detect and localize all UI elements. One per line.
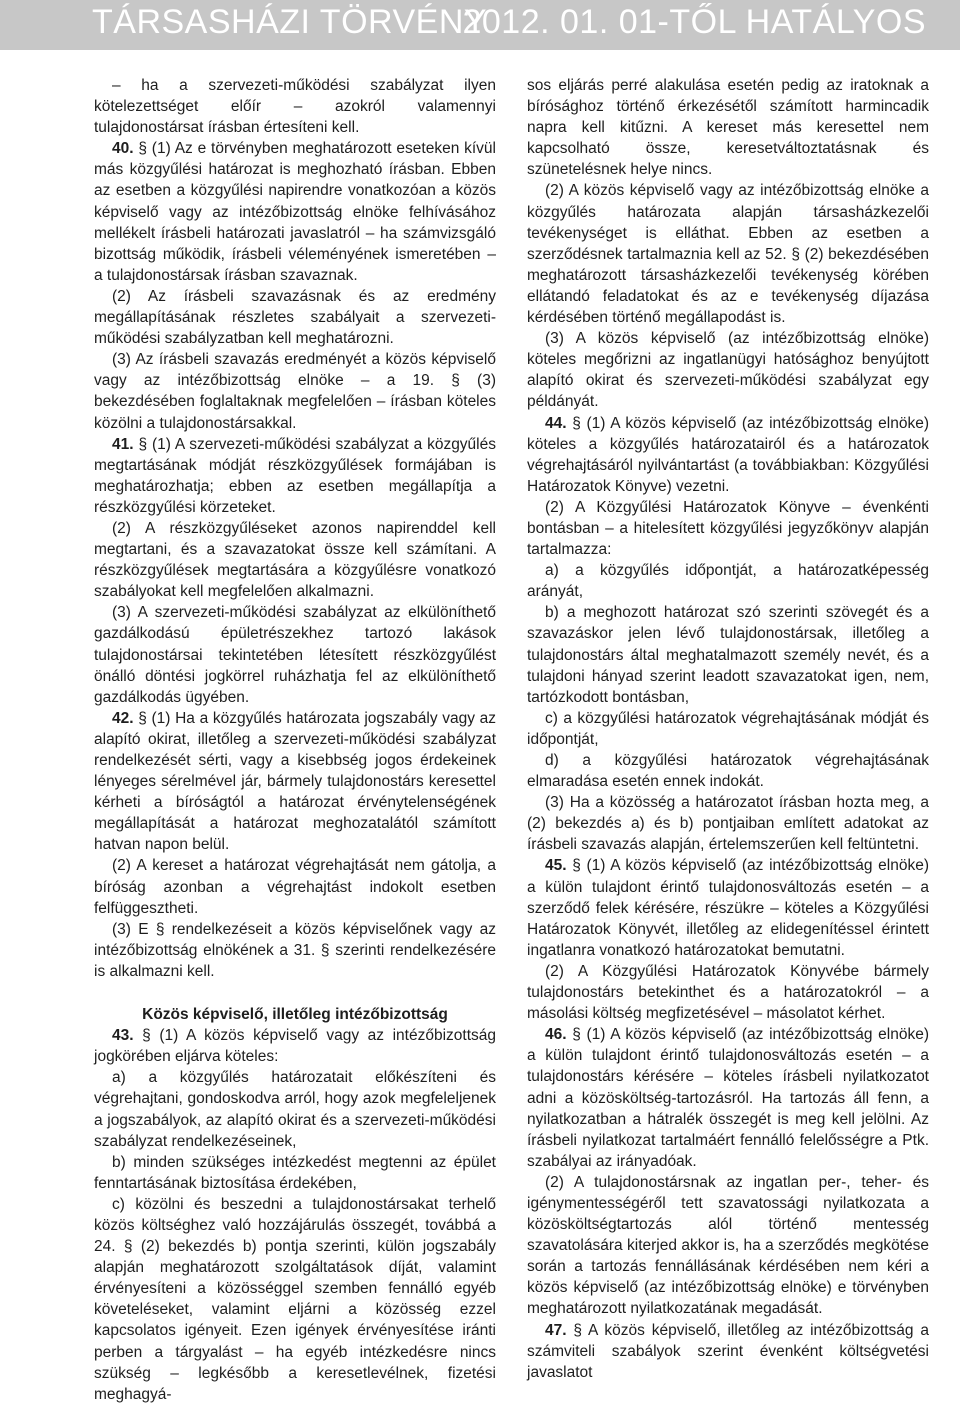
section-paragraph [527,1320,929,1383]
section-number: 45. [545,857,567,875]
section-number: 41. [112,435,134,453]
paragraph-text: § A közös képviselő, illetőleg az intézőbizottság a számviteli szabályok szerint évenként költségvetési javaslatot [527,1321,929,1381]
paragraph: (3) A szervezeti-működési szabályzat az elkülöníthető gazdálkodású épületrészekhez tartozó lakások tulajdonostársai tekintetében létesített részközgyűlést önálló döntési jogkörrel ruházhatja fel az elkülöníthető gazdálkodás ügyében. [94,604,496,706]
paragraph: (2) A kereset a határozat végrehajtását nem gátolja, a bíróság azonban a végrehajtást indokolt esetben felfüggesztheti. [94,857,496,917]
paragraph: (3) E § rendelkezéseit a közös képviselőnek vagy az intézőbizottság elnökének a 31. § szerinti rendelkezésére is alkalmazni kell. [94,920,496,980]
paragraph: – ha a szervezeti-működési szabályzat ilyen kötelezettséget előír – azokról valamennyi tulajdonostársat írásban értesíteni kell. [94,77,496,137]
paragraph: (3) Az írásbeli szavazás eredményét a közös képviselő vagy az intézőbizottság elnöke – a 19. § (3) bekezdésében foglaltaknak megfelelően – írásban köteles közölni a tulajdonostársakkal. [94,351,496,432]
paragraph: (2) A közös képviselő vagy az intézőbizottság elnöke a közgyűlés határozata alapján társasházkezelői tevékenységet is elláthat. Ebben az esetben a szerződésnek tartalmaznia kell az 52. § (2) bekezdésében meghatározott társasházkezelői tevékenység körében ellátandó feladatokat és az e tevékenység díjazása kérdésében történő megállapodást is. [527,182,929,327]
paragraph: (3) A közös képviselő (az intézőbizottság elnöke) köteles megőrizni az ingatlanügyi hatósághoz benyújtott alapító okirat és szervezeti-működési szabályzat egy példányát. [527,330,929,411]
right-column [527,75,929,1383]
paragraph: (2) A tulajdonostársnak az ingatlan per-, teher- és igénymentességéről tett szavatossági nyilatkozata a közösköltségtartozás alól történő mentesség szavatolására kiterjed akkor is, ha a szerződés megkötése során a tartozás fennállásának kérdésében nem kéri a közös képviselő (az intézőbizottság elnöke) e törvényben meghatározott nyilatkozatának megadását. [527,1173,929,1318]
header-title: TÁRSASHÁZI TÖRVÉNY [92,3,488,41]
paragraph: (3) Ha a közösség a határozatot írásban hozta meg, a (2) bekezdés a) és b) pontjaiban említett adatokat az írásbeli szavazás alapján, értelemszerűen kell feltüntetni. [527,794,929,854]
section-number: 46. [545,1026,567,1044]
paragraph-text: § (1) Ha a közgyűlés határozata jogszabály vagy az alapító okirat, illetőleg a szervezeti-működési szabályzat rendelkezését sérti, vagy a kisebbség jogos érdekeinek lényeges sérelmével jár, bármely tulajdonostárs keresettel kérheti a bíróságtól a határozat érvénytelenségének megállapítását a határozat meghozatalától számított hatvan napon belül. [94,709,496,854]
page-header [0,0,960,50]
paragraph: d) a közgyűlési határozatok végrehajtásának elmaradása esetén ennek indokát. [527,752,929,791]
paragraph-text: § (1) A közös képviselő (az intézőbizottság elnöke) köteles a közgyűlés határozatairól és a határozatok végrehajtásáról nyilvántartást (a továbbiakban: Közgyűlési Határozatok Könyve) vezetni. [527,414,929,495]
section-paragraph [94,138,496,286]
paragraph-text: § (1) A közös képviselő (az intézőbizottság elnöke) a külön tulajdont érintő tulajdonosváltozás esetén – a szerződő felek kérésére, részükre – köteles a Közgyűlési Határozatok Könyvét, illetőleg az elidegenítéssel érintett ingatlanra vonatkozó határozatokat bemutatni. [527,857,929,959]
section-number: 40. [112,140,134,158]
section-paragraph [94,708,496,856]
section-paragraph [527,855,929,960]
section-heading: Közös képviselő, illetőleg intézőbizottság [142,1006,448,1024]
paragraph: (2) A Közgyűlési Határozatok Könyve – évenkénti bontásban – a hitelesített közgyűlési jegyzőkönyv alapján tartalmazza: [527,498,929,559]
section-number: 47. [545,1321,567,1339]
paragraph: (2) Az írásbeli szavazásnak és az eredmény megállapításának részletes szabályait a szervezeti-működési szabályzatban kell meghatározni. [94,287,496,348]
section-number: 44. [545,414,567,432]
section-paragraph [94,434,496,518]
paragraph: a) a közgyűlés időpontját, a határozatképesség arányát, [527,562,929,601]
paragraph-text: § (1) Az e törvényben meghatározott eseteken kívül más közgyűlési határozat is meghozható írásban. Ebben az esetben a közgyűlési napirendre vonatkozóan a közös képviselő vagy az intézőbizottság elnöke felhívásához mellékelt írásbeli határozati javaslatról – ha számvizsgáló bizottság működik, írásbeli véleményének ismeretében – a tulajdonostársak írásban szavaznak. [94,140,496,284]
paragraph: (2) A Közgyűlési Határozatok Könyvébe bármely tulajdonostárs betekinthet és a határozatokról – a másolási költség megfizetésével – másolatot kérhet. [527,962,929,1023]
header-effective-date: 2012. 01. 01-TŐL HATÁLYOS [462,3,926,41]
paragraph: b) a meghozott határozat szó szerinti szövegét és a szavazáskor jelen lévő tulajdonostársak, illetőleg a tulajdonostárs által meghatalmazott személy nevét, és a tulajdoni hányad szerint leadott szavazatokat igen, nem, tartózkodott bontásban, [527,604,929,706]
paragraph-text: § (1) A közös képviselő (az intézőbizottság elnöke) a külön tulajdont érintő tulajdonosváltozás esetén – a tulajdonostárs kérésére – köteles írásbeli nyilatkozatot adni a közösköltség-tartozásról. Ha tartozás áll fenn, a nyilatkozatban a hátralék összegét is meg kell jelölni. Az írásbeli nyilatkozat tartalmáért fennálló felelősségre a Ptk. szabályai az irányadóak. [527,1026,929,1170]
section-number: 43. [112,1027,134,1045]
paragraph: (2) A részközgyűléseket azonos napirenddel kell megtartani, és a szavazatokat össze kell számítani. A részközgyűlések megtartására a közgyűlésre vonatkozó szabályokat kell megfelelően alkalmazni. [94,519,496,601]
paragraph: b) minden szükséges intézkedést megtenni az épület fenntartásának biztosítása érdekében, [94,1153,496,1192]
section-paragraph [94,1025,496,1067]
section-paragraph [527,1024,929,1172]
paragraph: c) a közgyűlési határozatok végrehajtásának módját és időpontját, [527,709,929,748]
section-number: 42. [112,709,134,727]
paragraph-text: § (1) A közös képviselő vagy az intézőbizottság jogkörében eljárva köteles: [94,1027,496,1066]
paragraph: c) közölni és beszedni a tulajdonostársakat terhelő közös költséghez való hozzájárulás összegét, továbbá a 24. § (2) bekezdés b) pontja szerinti, külön jogszabály alapján meghatározott szolgáltatások díját, valamint érvényesíteni a közösséggel szemben fennálló egyéb követeléseket, valamint eljárni a közösség ezzel kapcsolatos igényeit. Ezen igények érvényesítése iránti perben a tárgyalást – ha egyéb intézkedésre nincs szükség – legkésőbb a keresetlevélnek, fizetési meghagyá- [94,1195,496,1403]
left-column [94,75,496,1405]
paragraph: sos eljárás perré alakulása esetén pedig az iratoknak a bírósághoz történő érkezésétől számított harmincadik napra kell kitűzni. A kereset más keresettel nem kapcsolható össze, keresetváltoztatásnak és szünetelésnek helye nincs. [527,77,929,179]
section-paragraph [527,413,929,497]
paragraph-text: § (1) A szervezeti-működési szabályzat a közgyűlés megtartásának módját részközgyűlések formájában is meghatározhatja; ebben az esetben megállapítja a részközgyűlési körzeteket. [94,435,496,516]
paragraph: a) a közgyűlés határozatait előkészíteni és végrehajtani, gondoskodva arról, hogy azok megfeleljenek a jogszabályok, az alapító okirat és a szervezeti-működési szabályzat rendelkezéseinek, [94,1069,496,1150]
